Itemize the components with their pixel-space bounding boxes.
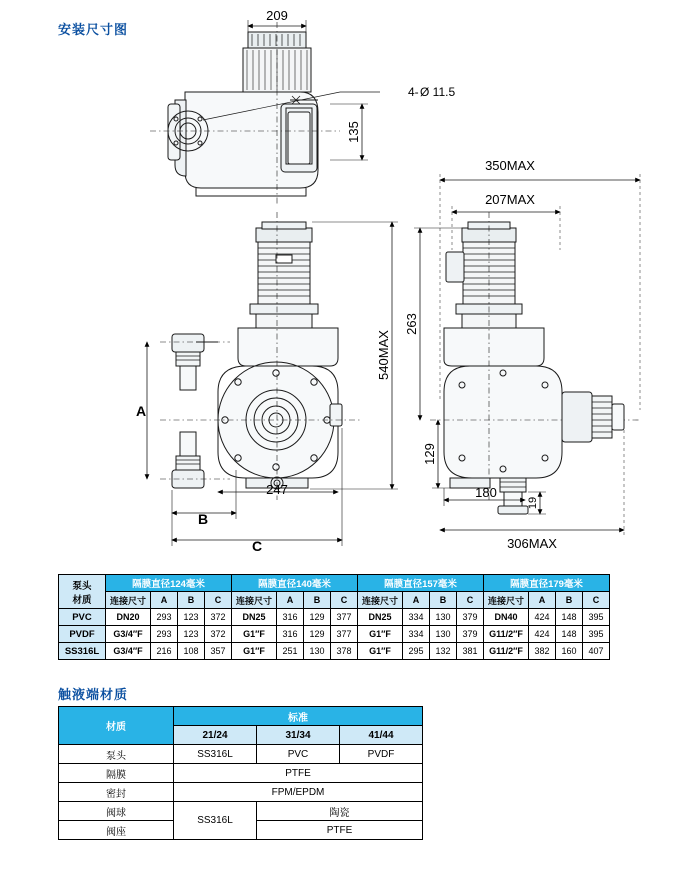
cell-b-0-3: 148: [556, 609, 583, 626]
standard-col-2: 41/44: [340, 726, 423, 745]
col-A-3: A: [529, 592, 556, 609]
cell-conn-0-2: DN25: [358, 609, 403, 626]
dim-129: 129: [422, 443, 437, 465]
standard-col-header: 标准: [174, 707, 423, 726]
dim-540max: 540MAX: [376, 330, 391, 380]
cell-conn-1-3: G11/2″F: [484, 626, 529, 643]
cell-c-0-2: 379: [457, 609, 484, 626]
cell-conn-1-0: G3/4″F: [106, 626, 151, 643]
dim-hole-spec-value: Ø 11.5: [420, 85, 456, 99]
cell-c-2-2: 381: [457, 643, 484, 660]
material-row-label-4: 阀座: [59, 821, 174, 840]
col-B-3: B: [556, 592, 583, 609]
col-C-2: C: [457, 592, 484, 609]
cell-a-2-0: 216: [151, 643, 178, 660]
cell-b-2-2: 132: [430, 643, 457, 660]
cell-b-2-3: 160: [556, 643, 583, 660]
cell-c-1-2: 379: [457, 626, 484, 643]
dim-top-width: 209: [266, 8, 288, 23]
row-header-line2: 材质: [72, 594, 92, 606]
cell-a-1-0: 293: [151, 626, 178, 643]
dimension-table-subheader-row: [59, 592, 610, 609]
conn-label-2: 连接尺寸: [358, 592, 403, 609]
dim-180: 180: [475, 485, 497, 500]
group-header-0: 隔膜直径124毫米: [106, 575, 232, 592]
col-A-2: A: [403, 592, 430, 609]
material-table: [58, 706, 423, 840]
standard-col-1: 31/34: [257, 726, 340, 745]
cell-b-2-1: 130: [304, 643, 331, 660]
cell-b-2-0: 108: [178, 643, 205, 660]
cell-a-0-2: 334: [403, 609, 430, 626]
cell-a-1-3: 424: [529, 626, 556, 643]
col-A-1: A: [277, 592, 304, 609]
table-row: [59, 745, 423, 764]
col-A-0: A: [151, 592, 178, 609]
cell-c-2-0: 357: [205, 643, 232, 660]
cell-b-1-3: 148: [556, 626, 583, 643]
cell-conn-2-3: G11/2″F: [484, 643, 529, 660]
group-header-1: 隔膜直径140毫米: [232, 575, 358, 592]
material-row-label-1: 隔膜: [59, 764, 174, 783]
table-row: [59, 802, 423, 821]
cell-a-2-3: 382: [529, 643, 556, 660]
table-row: [59, 626, 610, 643]
row-material-0: PVC: [59, 609, 106, 626]
col-B-1: B: [304, 592, 331, 609]
dim-label-A: A: [135, 403, 147, 419]
material-cell-3-0: SS316L: [174, 802, 257, 840]
conn-label-0: 连接尺寸: [106, 592, 151, 609]
dimension-table: [58, 574, 610, 660]
cell-c-0-3: 395: [583, 609, 610, 626]
table-row: [59, 643, 610, 660]
material-row-label-0: 泵头: [59, 745, 174, 764]
row-material-1: PVDF: [59, 626, 106, 643]
cell-c-2-1: 378: [331, 643, 358, 660]
row-material-2: SS316L: [59, 643, 106, 660]
cell-b-1-1: 129: [304, 626, 331, 643]
cell-c-1-3: 395: [583, 626, 610, 643]
col-C-3: C: [583, 592, 610, 609]
cell-a-1-2: 334: [403, 626, 430, 643]
col-B-0: B: [178, 592, 205, 609]
cell-c-1-0: 372: [205, 626, 232, 643]
cell-a-2-1: 251: [277, 643, 304, 660]
table-row: [59, 609, 610, 626]
cell-b-0-1: 129: [304, 609, 331, 626]
material-row-label-2: 密封: [59, 783, 174, 802]
material-row-label-3: 阀球: [59, 802, 174, 821]
material-cell-0-0: SS316L: [174, 745, 257, 764]
cell-b-1-0: 123: [178, 626, 205, 643]
cell-c-0-0: 372: [205, 609, 232, 626]
row-header-line1: 泵头: [72, 580, 92, 592]
material-cell-4-1: PTFE: [257, 821, 423, 840]
dimension-table-header-row: [59, 575, 610, 592]
dim-label-C: C: [251, 538, 263, 554]
standard-col-0: 21/24: [174, 726, 257, 745]
dim-263: 263: [404, 313, 419, 335]
cell-conn-2-2: G1″F: [358, 643, 403, 660]
page-title-wetted-materials: 触液端材质: [58, 687, 129, 702]
dim-135: 135: [346, 121, 361, 143]
material-cell-0-1: PVC: [257, 745, 340, 764]
cell-conn-0-0: DN20: [106, 609, 151, 626]
cell-conn-0-3: DN40: [484, 609, 529, 626]
col-C-0: C: [205, 592, 232, 609]
col-C-1: C: [331, 592, 358, 609]
cell-b-1-2: 130: [430, 626, 457, 643]
cell-c-2-3: 407: [583, 643, 610, 660]
page-title-dimension-drawing: 安装尺寸图: [58, 22, 129, 37]
dim-hole-spec: 4-: [408, 85, 419, 99]
conn-label-1: 连接尺寸: [232, 592, 277, 609]
group-header-2: 隔膜直径157毫米: [358, 575, 484, 592]
cell-conn-1-1: G1″F: [232, 626, 277, 643]
group-header-3: 隔膜直径179毫米: [484, 575, 610, 592]
dim-306max: 306MAX: [507, 536, 557, 551]
cell-conn-2-0: G3/4″F: [106, 643, 151, 660]
dim-247: 247: [266, 482, 288, 497]
cell-c-1-1: 377: [331, 626, 358, 643]
dim-label-B: B: [197, 511, 209, 527]
cell-b-0-2: 130: [430, 609, 457, 626]
cell-a-0-1: 316: [277, 609, 304, 626]
col-B-2: B: [430, 592, 457, 609]
material-col-header: 材质: [59, 707, 174, 745]
cell-a-1-1: 316: [277, 626, 304, 643]
material-table-header-row: [59, 707, 423, 726]
table-row: [59, 783, 423, 802]
cell-a-2-2: 295: [403, 643, 430, 660]
cell-conn-2-1: G1″F: [232, 643, 277, 660]
cell-conn-0-1: DN25: [232, 609, 277, 626]
material-cell-1-0: PTFE: [174, 764, 423, 783]
cell-c-0-1: 377: [331, 609, 358, 626]
material-cell-2-0: FPM/EPDM: [174, 783, 423, 802]
material-cell-3-1: 陶瓷: [257, 802, 423, 821]
table-row: [59, 764, 423, 783]
dim-207max: 207MAX: [485, 192, 535, 207]
dim-19: 19: [527, 496, 539, 510]
material-cell-0-2: PVDF: [340, 745, 423, 764]
conn-label-3: 连接尺寸: [484, 592, 529, 609]
dimension-table-row-header: [59, 575, 106, 609]
cell-a-0-3: 424: [529, 609, 556, 626]
cell-a-0-0: 293: [151, 609, 178, 626]
cell-b-0-0: 123: [178, 609, 205, 626]
dim-350max: 350MAX: [485, 158, 535, 173]
cell-conn-1-2: G1″F: [358, 626, 403, 643]
